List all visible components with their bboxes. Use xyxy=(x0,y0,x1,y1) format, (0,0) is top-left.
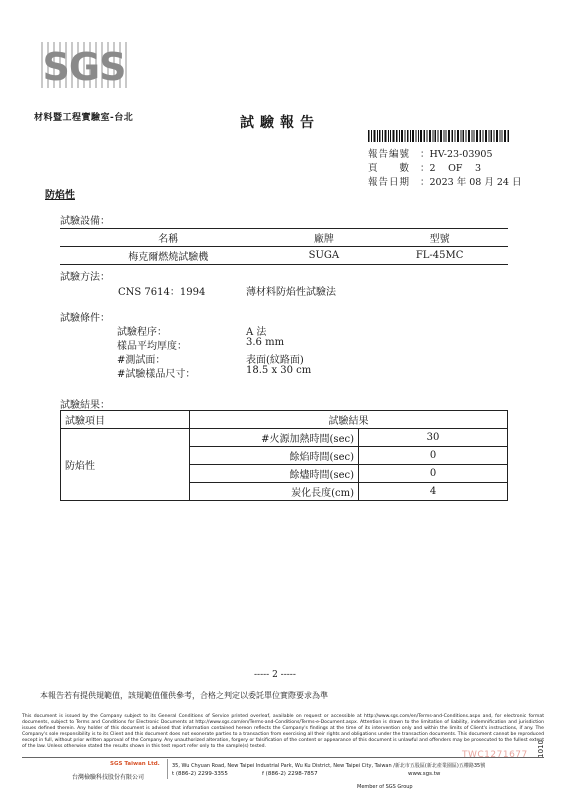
condition-label: #測試面： xyxy=(117,355,166,366)
column-header: 試驗結果 xyxy=(190,411,508,429)
column-header: 廠牌 xyxy=(277,229,372,247)
barcode xyxy=(368,130,510,142)
results-heading: 試驗結果： xyxy=(60,400,110,411)
company-name: SGS Taiwan Ltd. xyxy=(110,761,160,767)
condition-value: 3.6 mm xyxy=(246,337,285,348)
results-table xyxy=(60,410,508,501)
meta-value: HV-23-03905 xyxy=(429,149,493,160)
result-value: 0 xyxy=(359,447,508,465)
method-heading: 試驗方法： xyxy=(60,272,110,283)
company-website: www.sgs.tw xyxy=(408,771,441,777)
report-number: 報告編號 ：HV-23-03905 xyxy=(368,146,493,160)
report-date: 報告日期 ：2023 年 08 月 24 日 xyxy=(368,174,521,188)
company-phone: t (886-2) 2299-3355 xyxy=(172,771,228,777)
meta-value: 2023 年 08 月 24 日 xyxy=(429,177,522,188)
test-item: 防焰性 xyxy=(61,429,190,501)
table-cell: SUGA xyxy=(277,247,372,265)
meta-label: 頁 數 xyxy=(368,163,411,174)
table-row xyxy=(60,247,508,265)
result-name: 餘焰時間(sec) xyxy=(190,447,359,465)
table-cell: FL-45MC xyxy=(371,247,508,265)
company-name-cn: 台灣檢驗科技股份有限公司 xyxy=(72,774,145,781)
condition-label: 樣品平均厚度： xyxy=(117,341,187,352)
table-header-row xyxy=(61,411,508,429)
result-value: 0 xyxy=(359,465,508,483)
side-code: 1010 xyxy=(537,740,545,758)
page-number: ----- 2 ----- xyxy=(254,670,296,680)
member-note: Member of SGS Group xyxy=(357,784,413,790)
report-title: 試驗報告 xyxy=(240,115,320,131)
column-header: 名稱 xyxy=(60,229,277,247)
page-count: 頁 數 ：2 OF 3 xyxy=(368,160,481,174)
method-name: 薄材料防焰性試驗法 xyxy=(246,287,336,298)
company-address: 35, Wu Chyuan Road, New Taipei Industrial Park, Wu Ku District, New Taipei City, Taiwan /新北市五股區(新北產業園區)五權路35號 xyxy=(172,763,486,769)
result-value: 4 xyxy=(359,483,508,501)
footer-separator xyxy=(167,759,168,779)
result-name: 炭化長度(cm) xyxy=(190,483,359,501)
table-cell: 梅克爾燃燒試驗機 xyxy=(60,247,277,265)
meta-value: 2 OF 3 xyxy=(429,163,482,174)
table-row xyxy=(61,429,508,447)
condition-value: 18.5 x 30 cm xyxy=(246,365,312,376)
condition-value: A 法 xyxy=(246,327,267,338)
footer-divider xyxy=(22,757,544,758)
terms-fine-print: This document is issued by the Company subject to its General Conditions of Service printed overleaf, available on request or accessible at http://www.sgs.com/en/Terms-and-Conditions.aspx and, for electronic format documents, subject to Terms and Conditions for Electronic Documents at http://www.sgs.com/en/Terms-and-Conditions/Terms-e-Document.aspx. Attention is drawn to the limitation of liability, indemnification and jurisdiction issues defined therein. Any holder of this document is advised that information contained hereon reflects the Company's findings at the time of its intervention only and within the limits of Client's instructions, if any. The Company's sole responsibility is to its Client and this document does not exonerate parties to a transaction from exercising all their rights and obligations under the transaction documents. This document cannot be reproduced except in full, without prior written approval of the Company. Any unauthorized alteration, forgery or falsification of the content or appearance of this document is unlawful and offenders may be prosecuted to the fullest extent of the law. Unless otherwise stated the results shown in this test report refer only to the sample(s) tested. xyxy=(22,714,544,749)
svg-text:SGS: SGS xyxy=(42,45,126,89)
meta-label: 報告日期 xyxy=(368,177,411,188)
condition-label: 試驗程序： xyxy=(117,327,167,338)
section-title: 防焰性 xyxy=(45,190,75,201)
disclaimer: 本報告若有提供規範值，該規範值僅供參考，合格之判定以委託單位實際要求為準 xyxy=(40,691,328,700)
equipment-heading: 試驗設備： xyxy=(60,216,110,227)
condition-label: #試驗樣品尺寸： xyxy=(117,369,196,380)
lab-name: 材料暨工程實驗室-台北 xyxy=(34,113,134,123)
method-standard: CNS 7614：1994 xyxy=(118,287,206,298)
company-fax: f (886-2) 2298-7857 xyxy=(262,771,318,777)
table-header-row xyxy=(60,229,508,247)
equipment-table xyxy=(60,228,508,265)
result-name: 餘燼時間(sec) xyxy=(190,465,359,483)
result-name: #火源加熱時間(sec) xyxy=(190,429,359,447)
conditions-heading: 試驗條件： xyxy=(60,313,110,324)
column-header: 試驗項目 xyxy=(61,411,190,429)
column-header: 型號 xyxy=(371,229,508,247)
document-stamp: TWC1271677 xyxy=(462,750,528,760)
sgs-logo xyxy=(34,40,134,90)
result-value: 30 xyxy=(359,429,508,447)
meta-label: 報告編號 xyxy=(368,149,411,160)
condition-value: 表面(紋路面) xyxy=(246,355,304,366)
